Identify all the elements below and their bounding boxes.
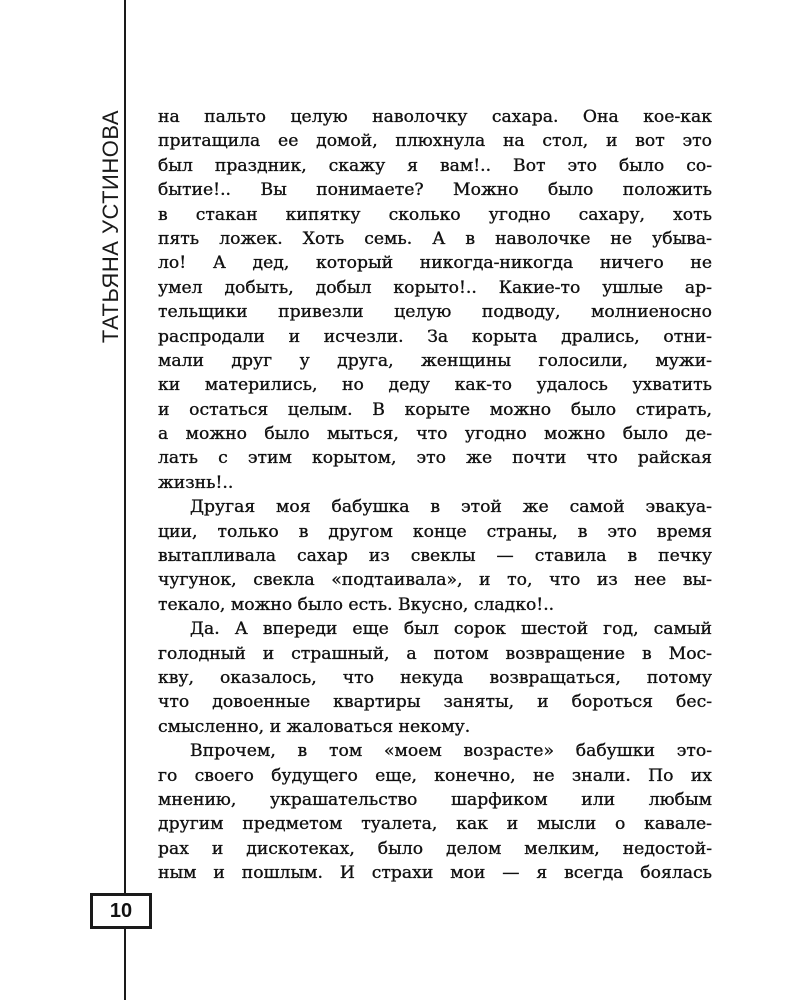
text-line: Другая моя бабушка в этой же самой эвакуа-: [190, 497, 712, 518]
text-line: распродали и исчезли. За корыта дрались, отни-: [158, 326, 712, 347]
text-line: текало, можно было есть. Вкусно, сладко!..: [158, 594, 555, 615]
text-line: мнению, украшательство шарфиком или любым: [158, 789, 712, 810]
text-line: Да. А впереди еще был сорок шестой год, самый: [190, 619, 712, 640]
running-head-author: ТАТЬЯНА УСТИНОВА: [98, 110, 123, 344]
text-line: лать с этим корытом, это же почти что райская: [158, 448, 712, 469]
text-line: бытие!.. Вы понимаете? Можно было положить: [158, 180, 712, 201]
text-line: тельщики привезли целую подводу, молниеносно: [158, 302, 712, 323]
text-line: в стакан кипятку сколько угодно сахару, хоть: [158, 204, 712, 225]
text-line: притащила ее домой, плюхнула на стол, и вот это: [158, 131, 712, 152]
text-line: что довоенные квартиры заняты, и бороться бес-: [158, 692, 712, 713]
text-line: Впрочем, в том «моем возрасте» бабушки это-: [190, 741, 712, 762]
text-line: го своего будущего еще, конечно, не знали. По их: [158, 765, 712, 786]
text-line: и остаться целым. В корыте можно было стирать,: [158, 399, 712, 420]
text-line: другим предметом туалета, как и мысли о кавале-: [158, 814, 712, 835]
text-line: ции, только в другом конце страны, в это время: [158, 521, 712, 542]
text-line: а можно было мыться, что угодно можно было де-: [158, 424, 712, 445]
text-line: кву, оказалось, что некуда возвращаться, потому: [158, 667, 712, 688]
text-line: смысленно, и жаловаться некому.: [158, 716, 471, 737]
text-line: был праздник, скажу я вам!.. Вот это было со-: [158, 155, 712, 176]
margin-rule: [124, 0, 126, 1000]
text-line: ки матерились, но деду как-то удалось ухватить: [158, 375, 712, 396]
text-line: ным и пошлым. И страхи мои — я всегда боялась: [158, 863, 712, 884]
text-line: вытапливала сахар из свеклы — ставила в печку: [158, 546, 712, 567]
text-line: чугунок, свекла «подтаивала», и то, что из нее вы-: [158, 570, 712, 591]
text-line: умел добыть, добыл корыто!.. Какие-то ушлые ар-: [158, 277, 712, 298]
page-number: 10: [90, 893, 152, 929]
text-body: [158, 105, 712, 886]
text-line: рах и дискотеках, было делом мелким, недостой-: [158, 838, 712, 859]
text-line: пять ложек. Хоть семь. А в наволочке не убыва-: [158, 228, 712, 249]
text-line: мали друг у друга, женщины голосили, мужи-: [158, 350, 712, 371]
text-line: голодный и страшный, а потом возвращение в Мос-: [158, 643, 712, 664]
text-line: на пальто целую наволочку сахара. Она кое-как: [158, 107, 712, 127]
text-line: ло! А дед, который никогда-никогда ничего не: [158, 253, 712, 274]
text-line: жизнь!..: [158, 472, 234, 493]
